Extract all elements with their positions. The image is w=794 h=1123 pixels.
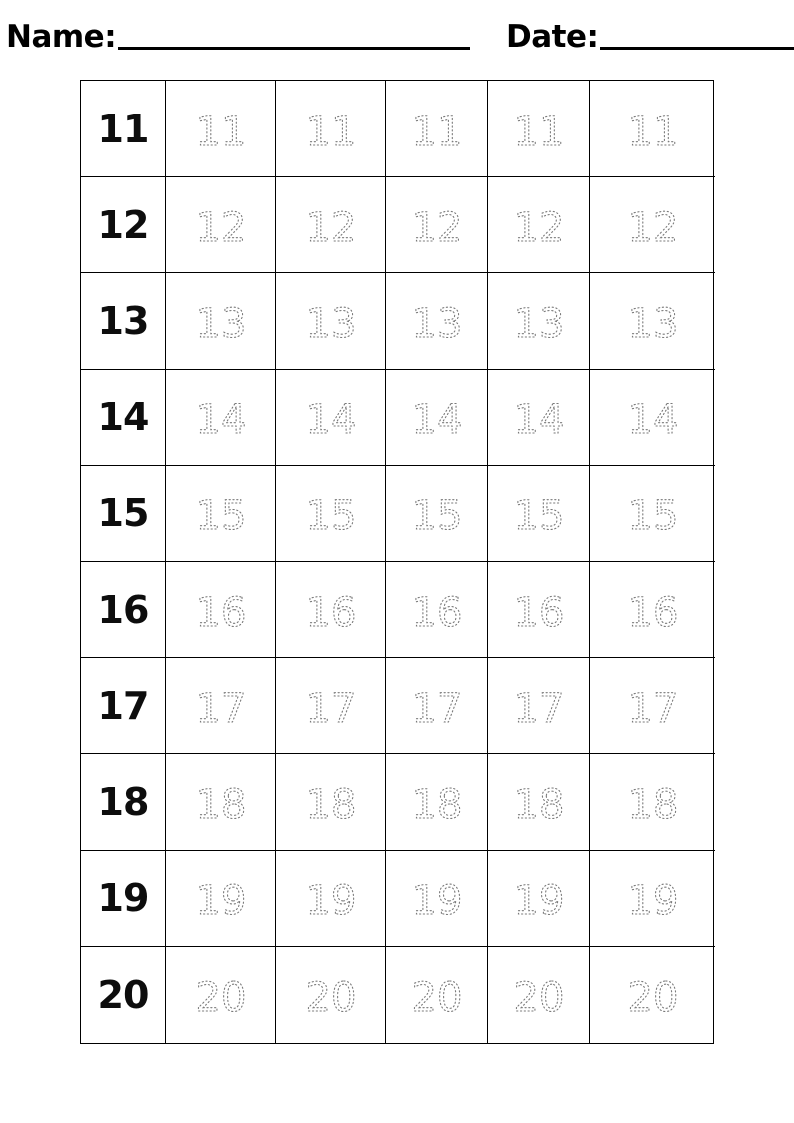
tracing-cell[interactable] (488, 754, 590, 850)
model-number-cell (81, 370, 166, 466)
tracing-cell[interactable] (488, 562, 590, 658)
dotted-number (192, 201, 250, 249)
tracing-cell[interactable] (166, 273, 276, 369)
tracing-cell[interactable] (386, 370, 488, 466)
model-number-cell (81, 177, 166, 273)
dotted-number (192, 105, 250, 153)
worksheet-header (0, 0, 794, 70)
model-number: 19 (97, 876, 149, 921)
dotted-number-text: 12 (627, 204, 678, 251)
tracing-cell[interactable] (590, 466, 715, 562)
dotted-number-text: 12 (195, 204, 246, 251)
date-write-line[interactable] (600, 47, 794, 50)
dotted-number (302, 297, 360, 345)
dotted-number-text: 20 (195, 974, 246, 1021)
tracing-cell[interactable] (276, 658, 386, 754)
tracing-cell[interactable] (276, 177, 386, 273)
model-number: 12 (97, 202, 149, 247)
model-number-cell (81, 754, 166, 850)
dotted-number (302, 201, 360, 249)
dotted-number-text: 16 (305, 589, 356, 636)
tracing-cell[interactable] (166, 562, 276, 658)
dotted-number-text: 18 (411, 781, 462, 828)
dotted-number (510, 971, 568, 1019)
tracing-cell[interactable] (386, 562, 488, 658)
dotted-number-text: 13 (195, 300, 246, 347)
dotted-number-text: 19 (305, 878, 356, 925)
dotted-number-text: 16 (195, 589, 246, 636)
model-number-cell (81, 466, 166, 562)
tracing-cell[interactable] (590, 947, 715, 1043)
date-label: Date: (506, 19, 599, 55)
dotted-number-text: 12 (411, 204, 462, 251)
dotted-number (408, 393, 466, 444)
dotted-number (192, 393, 250, 444)
dotted-number-text: 11 (627, 108, 678, 155)
model-number: 13 (97, 298, 149, 343)
dotted-number (302, 874, 360, 925)
dotted-number (192, 489, 250, 540)
dotted-number-text: 19 (411, 878, 462, 925)
model-number-cell (81, 947, 166, 1043)
dotted-number (302, 778, 360, 826)
tracing-cell[interactable] (488, 466, 590, 562)
dotted-number-text: 19 (513, 878, 564, 925)
tracing-cell[interactable] (590, 273, 715, 369)
name-write-line[interactable] (118, 47, 470, 50)
tracing-cell[interactable] (386, 851, 488, 947)
tracing-cell[interactable] (166, 177, 276, 273)
dotted-number-text: 13 (411, 300, 462, 347)
tracing-cell[interactable] (276, 273, 386, 369)
dotted-number (624, 201, 682, 249)
dotted-number (192, 297, 250, 345)
dotted-number (624, 682, 682, 730)
model-number: 17 (97, 683, 149, 728)
dotted-number (302, 586, 360, 634)
tracing-cell[interactable] (386, 177, 488, 273)
model-number-cell (81, 273, 166, 369)
dotted-number (408, 874, 466, 925)
dotted-number (624, 778, 682, 826)
dotted-number-text: 11 (411, 108, 462, 155)
tracing-cell[interactable] (590, 562, 715, 658)
dotted-number (302, 971, 360, 1019)
dotted-number-text: 20 (305, 974, 356, 1021)
dotted-number (510, 586, 568, 634)
tracing-cell[interactable] (276, 562, 386, 658)
dotted-number (510, 489, 568, 540)
dotted-number-text: 15 (513, 493, 564, 540)
model-number-cell (81, 851, 166, 947)
dotted-number (302, 105, 360, 153)
model-number-cell (81, 562, 166, 658)
dotted-number (624, 971, 682, 1019)
model-number: 15 (97, 491, 149, 536)
tracing-cell[interactable] (488, 851, 590, 947)
dotted-number-text: 14 (305, 397, 356, 444)
dotted-number-text: 18 (513, 781, 564, 828)
tracing-cell[interactable] (166, 754, 276, 850)
tracing-cell[interactable] (166, 466, 276, 562)
model-number: 18 (97, 779, 149, 824)
dotted-number-text: 15 (627, 493, 678, 540)
dotted-number-text: 12 (513, 204, 564, 251)
dotted-number-text: 18 (305, 781, 356, 828)
tracing-cell[interactable] (590, 658, 715, 754)
dotted-number-text: 20 (411, 974, 462, 1021)
tracing-cell[interactable] (590, 851, 715, 947)
tracing-cell[interactable] (386, 466, 488, 562)
tracing-cell[interactable] (488, 273, 590, 369)
tracing-cell[interactable] (276, 754, 386, 850)
dotted-number-text: 11 (195, 108, 246, 155)
tracing-cell[interactable] (488, 947, 590, 1043)
dotted-number-text: 16 (627, 589, 678, 636)
dotted-number (302, 393, 360, 444)
dotted-number (408, 682, 466, 730)
dotted-number-text: 13 (627, 300, 678, 347)
dotted-number (624, 105, 682, 153)
model-number: 20 (97, 972, 149, 1017)
tracing-cell[interactable] (276, 370, 386, 466)
tracing-cell[interactable] (386, 947, 488, 1043)
dotted-number (510, 874, 568, 925)
dotted-number-text: 15 (195, 493, 246, 540)
dotted-number (302, 682, 360, 730)
dotted-number-text: 15 (411, 493, 462, 540)
model-number-cell (81, 81, 166, 177)
tracing-cell[interactable] (590, 81, 715, 177)
model-number-cell (81, 658, 166, 754)
tracing-cell[interactable] (590, 370, 715, 466)
dotted-number (192, 778, 250, 826)
dotted-number-text: 20 (627, 974, 678, 1021)
dotted-number-text: 17 (411, 685, 462, 732)
dotted-number (510, 682, 568, 730)
dotted-number-text: 17 (513, 685, 564, 732)
tracing-cell[interactable] (590, 754, 715, 850)
dotted-number-text: 18 (627, 781, 678, 828)
dotted-number (408, 971, 466, 1019)
dotted-number (510, 297, 568, 345)
dotted-number-text: 20 (513, 974, 564, 1021)
tracing-cell[interactable] (386, 658, 488, 754)
tracing-grid (80, 80, 714, 1044)
tracing-cell[interactable] (166, 851, 276, 947)
tracing-cell[interactable] (166, 947, 276, 1043)
dotted-number-text: 14 (627, 397, 678, 444)
dotted-number (192, 682, 250, 730)
dotted-number-text: 15 (305, 493, 356, 540)
tracing-cell[interactable] (276, 81, 386, 177)
dotted-number-text: 11 (305, 108, 356, 155)
dotted-number-text: 19 (627, 878, 678, 925)
tracing-cell[interactable] (276, 466, 386, 562)
dotted-number-text: 19 (195, 878, 246, 925)
dotted-number (302, 489, 360, 540)
tracing-cell[interactable] (276, 851, 386, 947)
tracing-cell[interactable] (166, 370, 276, 466)
dotted-number (624, 297, 682, 345)
tracing-cell[interactable] (488, 370, 590, 466)
dotted-number-text: 14 (411, 397, 462, 444)
dotted-number (408, 586, 466, 634)
dotted-number-text: 12 (305, 204, 356, 251)
dotted-number-text: 14 (513, 397, 564, 444)
dotted-number-text: 16 (513, 589, 564, 636)
dotted-number-text: 13 (513, 300, 564, 347)
dotted-number (510, 105, 568, 153)
name-label: Name: (6, 19, 117, 55)
dotted-number (624, 874, 682, 925)
tracing-cell[interactable] (386, 81, 488, 177)
dotted-number (624, 586, 682, 634)
tracing-cell[interactable] (166, 658, 276, 754)
tracing-cell[interactable] (276, 947, 386, 1043)
date-field[interactable] (506, 19, 794, 55)
dotted-number-text: 14 (195, 397, 246, 444)
dotted-number-text: 11 (513, 108, 564, 155)
dotted-number-text: 18 (195, 781, 246, 828)
tracing-cell[interactable] (590, 177, 715, 273)
dotted-number-text: 16 (411, 589, 462, 636)
dotted-number (624, 393, 682, 444)
dotted-number (624, 489, 682, 540)
tracing-cell[interactable] (488, 81, 590, 177)
name-field[interactable] (6, 19, 470, 55)
model-number: 11 (97, 106, 149, 151)
dotted-number (192, 586, 250, 634)
dotted-number (192, 874, 250, 925)
tracing-cell[interactable] (488, 658, 590, 754)
dotted-number-text: 13 (305, 300, 356, 347)
dotted-number-text: 17 (195, 685, 246, 732)
dotted-number-text: 17 (627, 685, 678, 732)
dotted-number (408, 778, 466, 826)
model-number: 14 (97, 395, 149, 440)
model-number: 16 (97, 587, 149, 632)
dotted-number (510, 778, 568, 826)
tracing-cell[interactable] (166, 81, 276, 177)
dotted-number (408, 201, 466, 249)
dotted-number (408, 489, 466, 540)
dotted-number (510, 201, 568, 249)
dotted-number (510, 393, 568, 444)
dotted-number (408, 105, 466, 153)
dotted-number (192, 971, 250, 1019)
tracing-cell[interactable] (386, 273, 488, 369)
dotted-number-text: 17 (305, 685, 356, 732)
tracing-cell[interactable] (488, 177, 590, 273)
dotted-number (408, 297, 466, 345)
tracing-cell[interactable] (386, 754, 488, 850)
